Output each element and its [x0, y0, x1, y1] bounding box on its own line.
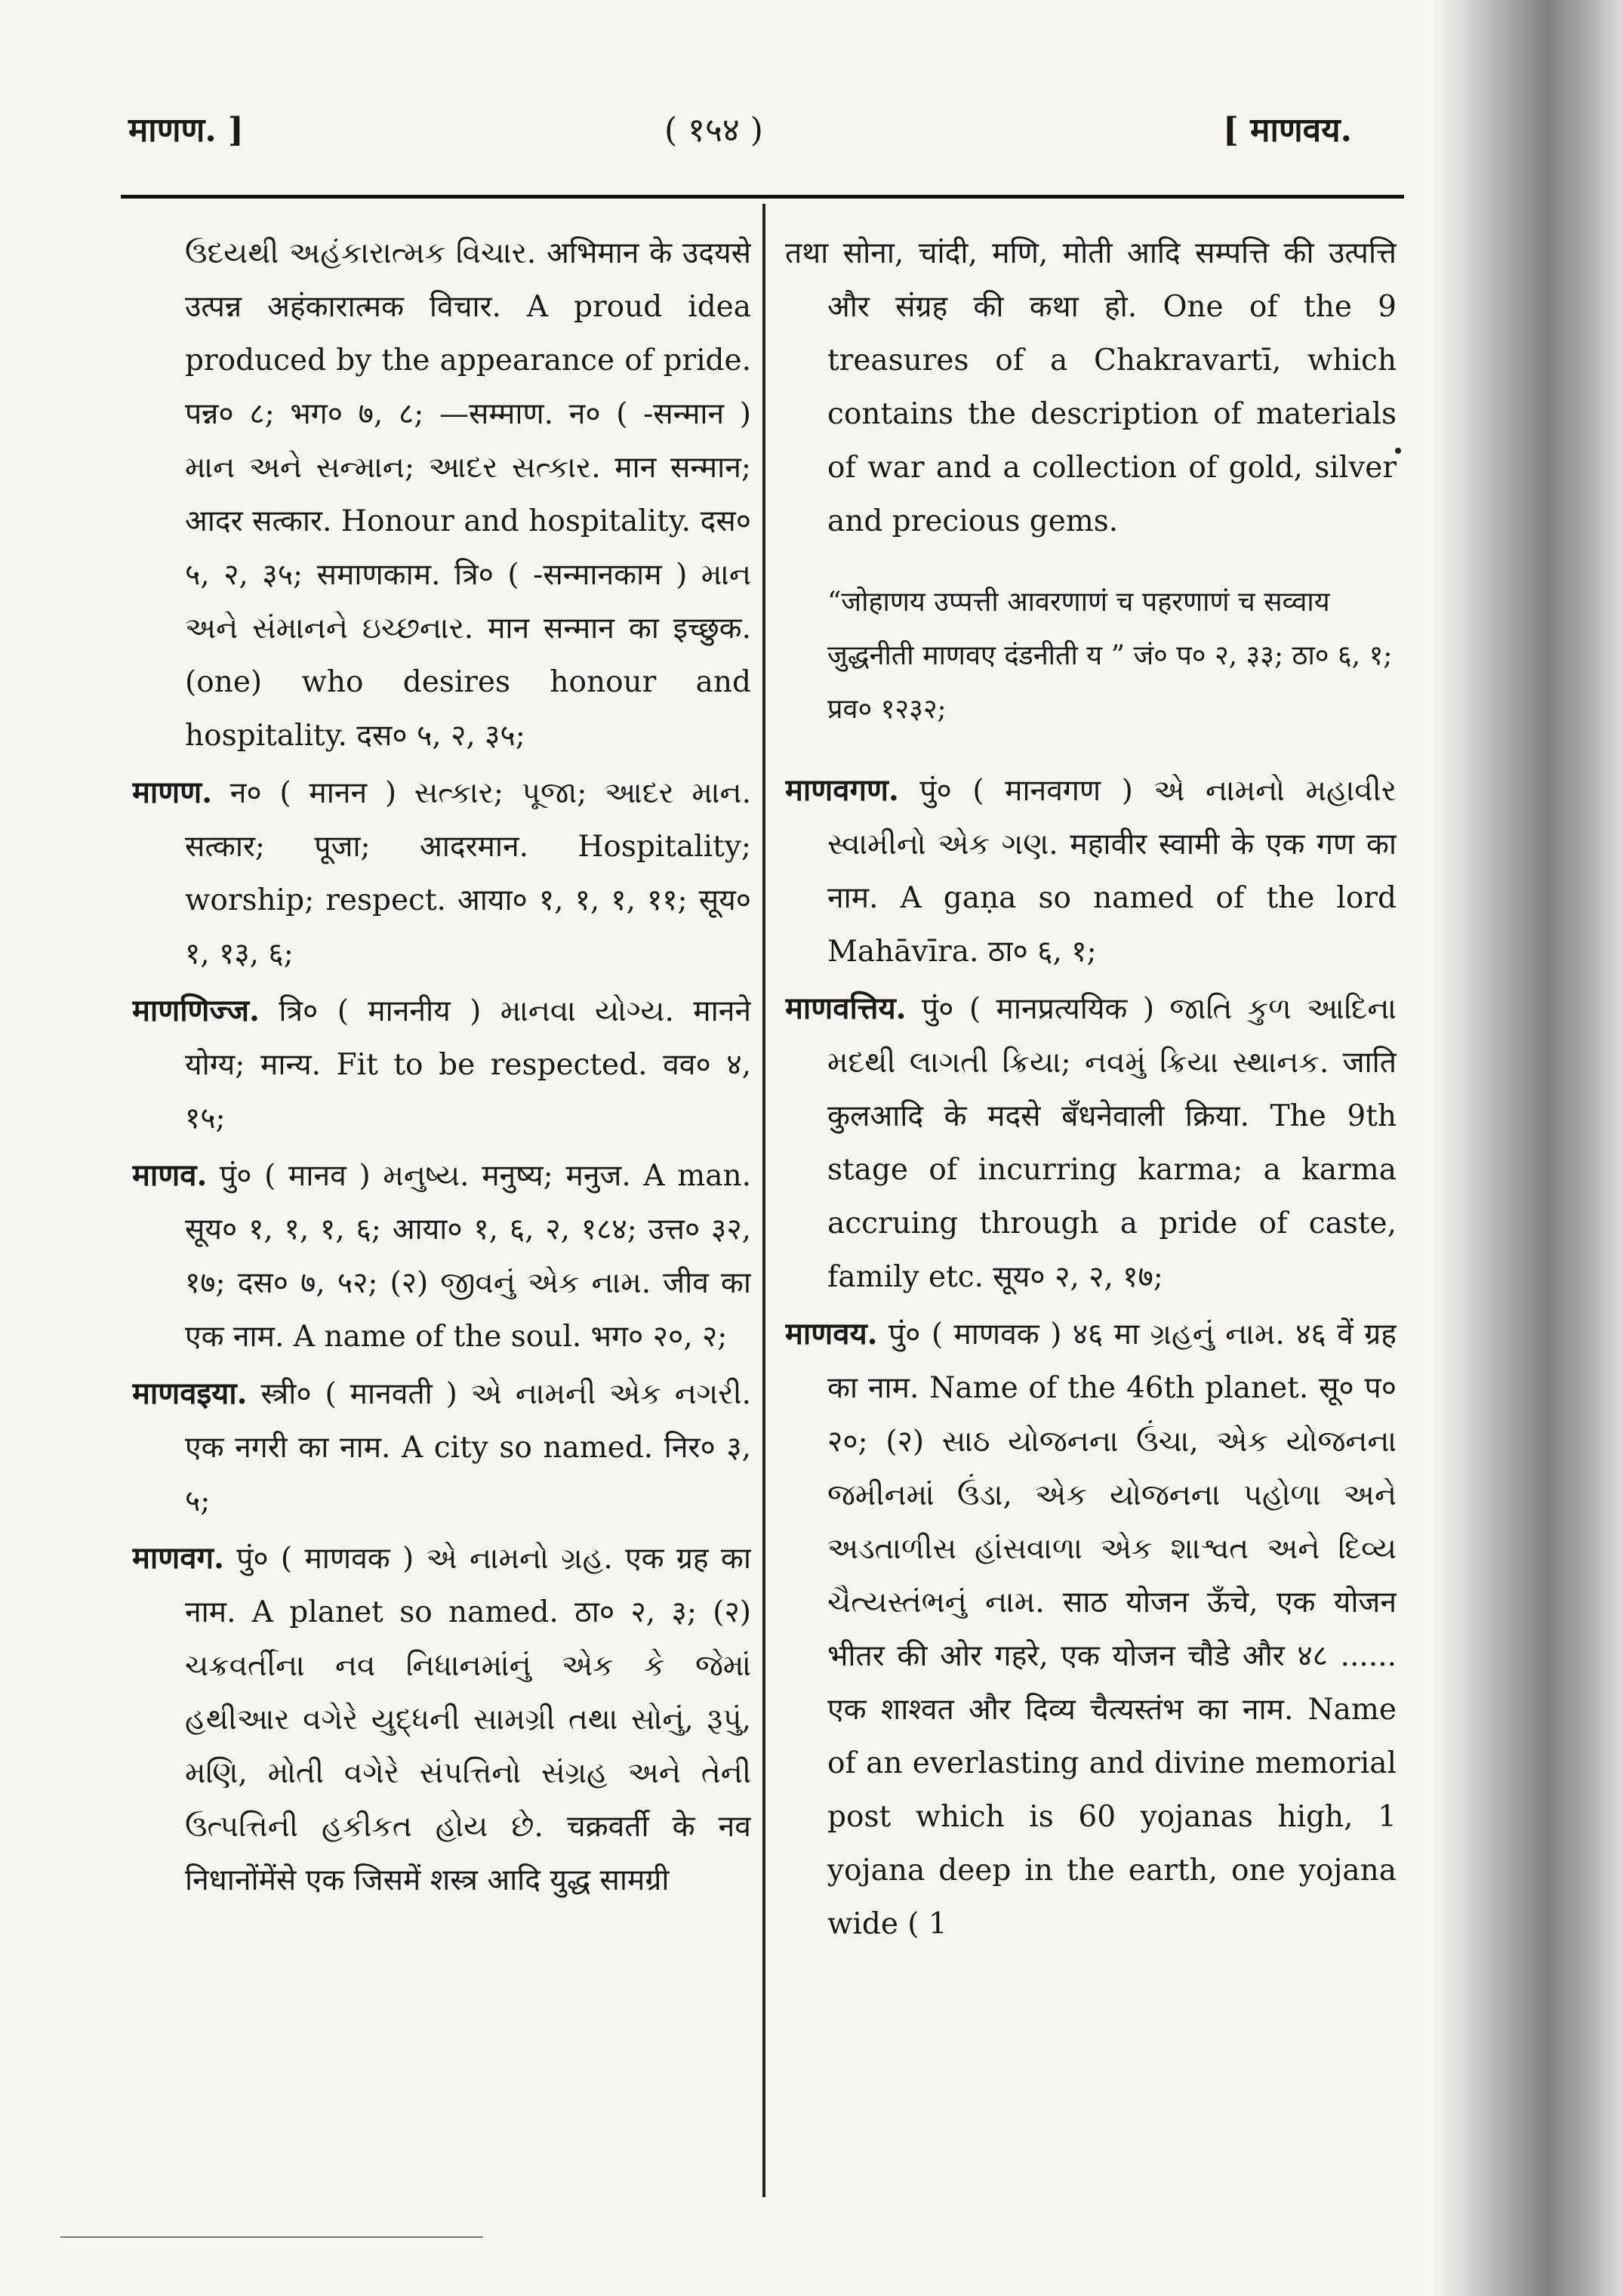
dictionary-entry: [132, 1531, 751, 1907]
dictionary-entry: [132, 1148, 751, 1364]
entry-headword: माणवय.: [785, 1316, 878, 1351]
entry-headword: माणव.: [132, 1157, 208, 1193]
entry-quotation: “जोहाणय उप्पत्ती आवरणाणं च पहरणाणं च सव्वाय जुद्धनीती माणवए दंडनीती य ” जं० प० २, ३३; ठा० ६, १; प्रव० १२३२;: [827, 587, 1393, 725]
dictionary-entry: [132, 1367, 751, 1528]
page-number: ( १५४ ): [664, 111, 763, 149]
entry-continuation: तथा सोना, चांदी, मणि, मोती आदि सम्पत्ति की उत्पत्ति और संग्रह की कथा हो. One of the 9 treasures of a Chakravartī, which contains the description of materials of war and a collection of gold, silver and precious gems.: [785, 236, 1397, 538]
entry-headword: माणवत्तिय.: [785, 991, 907, 1026]
entry-continuation: ઉદયથી અહંકારાત્મક વિચાર. अभिमान के उदयसे उत्पन्न अहंकारात्मक विचार. A proud idea produced by the appearance of pride. पन्न० ८; भग० ७, ८; —सम्माण. न० ( -सन्मान ) માન અને સન્માન; આદર સત્કાર. मान सन्मान; आदर सत्कार. Honour and hospitality. दस० ५, २, ३५; समाणकाम. त्रि० ( -सन्मानकाम ) માન અને સંમાનને ઇચ્છનાર. मान सन्मान का इच्छुक. (one) who desires honour and hospitality. दस० ५, २, ३५;: [185, 236, 751, 753]
dictionary-entry: [785, 1307, 1397, 1951]
page-binding-shadow: [1434, 0, 1623, 2296]
dictionary-entry: [132, 766, 751, 981]
header-rule: [121, 195, 1404, 199]
entry-text: पुं० ( माणवक ) ४६ मा ગ્રહનું નામ. ४६ वें ग्रह का नाम. Name of the 46th planet. सू० प० २०; (२) સાઠ યોજનના ઉંચા, એક યોજનના જમીનમાં ઉંડા, એક યોજનના પહોળા અને અડતાળીસ હાંસવાળા એક શાશ્વત અને દિવ્ય ચૈત્યસ્તંભનું નામ. साठ योजन ऊँचे, एक योजन भीतर की ओर गहरे, एक योजन चौडे और ४८ ...... एक शाश्वत और दिव्य चैत्यस्तंभ का नाम. Name of an everlasting and divine memorial post which is 60 yojanas high, 1 yojana deep in the earth, one yojana wide ( 1: [827, 1318, 1397, 1941]
entry-text: स्त्री० ( मानवती ) એ નામની એક નગરી. एक नगरी का नाम. A city so named. निर० ३, ५;: [185, 1377, 751, 1518]
entry-headword: माणवगण.: [785, 772, 899, 808]
entry-headword: माणवग.: [132, 1540, 224, 1576]
column-divider: [762, 204, 765, 2197]
entry-text: पुं० ( मानव ) મનુષ્ય. मनुष्य; मनुज. A man. सूय० १, १, १, ६; आया० १, ६, २, १८४; उत्त० ३२, १७; दस० ७, ५२; (२) જીવનું એક નામ. जीव का एक नाम. A name of the soul. भग० २०, २;: [185, 1159, 751, 1354]
entry-text: त्रि० ( माननीय ) માનવા યોગ્ય. मानने योग्य; मान्य. Fit to be respected. वव० ४, १५;: [185, 994, 751, 1136]
entry-headword: माणणिज्ज.: [132, 993, 260, 1028]
right-column: [785, 227, 1397, 2190]
entry-headword: माणण.: [132, 775, 213, 810]
dictionary-entry: [785, 982, 1397, 1304]
entry-text: पुं० ( मानवगण ) એ નામનો મહાવીર સ્વામીનો એક ગણ. महावीर स्वामी के एक गण का नाम. A gaṇa so named of the lord Mahāvīra. ठा० ६, १;: [827, 774, 1397, 969]
entry-text: न० ( मानन ) સત્કાર; પૂજા; આદર માન. सत्कार; पूजा; आदरमान. Hospitality; worship; respect. आया० १, १, १, ११; सूय० १, १३, ६;: [185, 776, 751, 971]
dictionary-entry: [132, 984, 751, 1145]
dictionary-entry: [785, 763, 1397, 978]
entry-text: पुं० ( मानप्रत्ययिक ) જાતિ કુળ આદિના મદથી લાગતી ક્રિયા; નવમું ક્રિયા સ્થાનક. जाति कुलआदि के मदसे बँधनेवाली क्रिया. The 9th stage of incurring karma; a karma accruing through a pride of caste, family etc. सूय० २, २, १७;: [827, 992, 1397, 1294]
left-column: [132, 227, 751, 2190]
page-header: [0, 106, 1434, 159]
header-left-guideword: माणण. ]: [128, 111, 244, 149]
header-right-guideword: [ माणवय.: [1223, 111, 1352, 149]
entry-headword: माणवइया.: [132, 1376, 248, 1411]
footer-rule: [60, 2236, 483, 2238]
entry-text: पुं० ( माणवक ) એ નામનો ગ્રહ. एक ग्रह का नाम. A planet so named. ठा० २, ३; (२) ચક્રવર્તીના નવ નિધાનમાંનું એક કે જેમાં હથીઆર વગેરે યુદ્ધની સામગ્રી તથા સોનું, રૂપું, મણિ, મોતી વગેરે સંપત્તિનો સંગ્રહ અને તેની ઉત્પત્તિની હકીકત હોય છે. चक्रवर्ती के नव निधानोंमेंसे एक जिसमें शस्त्र आदि युद्ध सामग्री: [185, 1542, 751, 1897]
